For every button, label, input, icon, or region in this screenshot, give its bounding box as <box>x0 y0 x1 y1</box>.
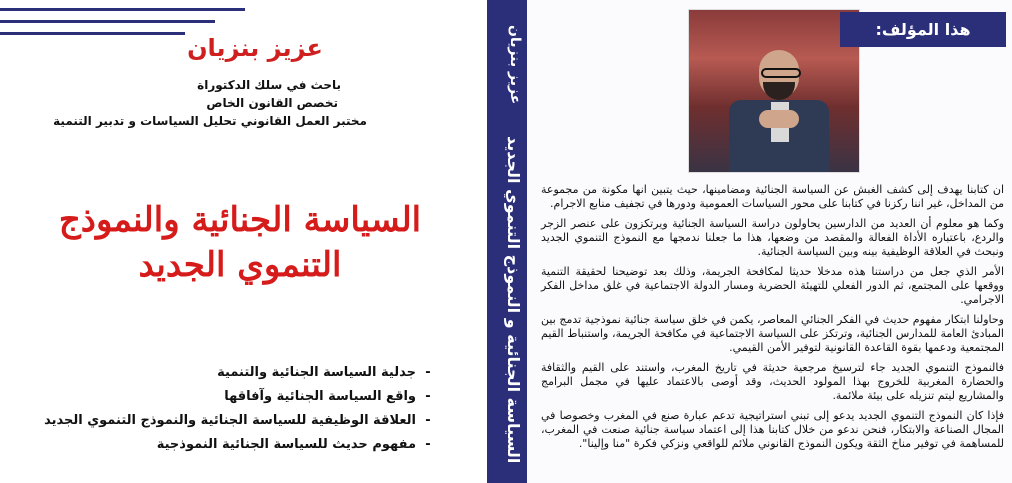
toc-item <box>40 432 440 456</box>
book-title-line2: التنموي الجديد <box>138 245 342 285</box>
photo-figure <box>689 10 859 172</box>
spine-author: عزيز بنزيان <box>507 25 523 105</box>
toc-text: مفهوم حديث للسياسة الجنائية النموذجية <box>156 436 416 452</box>
hands-shape <box>759 110 799 128</box>
spine-inner <box>487 0 527 483</box>
toc-dash: - <box>425 388 431 404</box>
credential-line: باحث في سلك الدكتوراة <box>197 78 341 92</box>
glasses-shape <box>761 68 801 78</box>
description-paragraph: وحاولنا ابتكار مفهوم حديث في الفكر الجنائي المعاصر، يكمن في خلق سياسة جنائية نموذجية تدمج بين المبادئ العامة للمدارس الجنائية، وترتكز على السياسة الاجتماعية في مكافحة الجريمة، واستنباط القيم المجتمعية ودعمها بقوة القاعدة القانونية لتوفير الأمن القيمي. <box>541 313 1004 354</box>
description-paragraph: الأمر الذي جعل من دراستنا هذه مدخلا حديثا لمكافحة الجريمة، وذلك بعد توضيحنا لحقيقة التنمية ووقعها على المجتمع، ثم الدور الفعلي للتهيئة الحضرية ومسار الدولة الاجتماعية في غلق مداخل الفكر الاجرامي. <box>541 265 1004 306</box>
credential-line: تخصص القانون الخاص <box>206 96 338 110</box>
toc-item <box>40 408 440 432</box>
toc-dash: - <box>425 436 431 452</box>
decorative-stripe <box>0 20 215 23</box>
description-paragraph: فالنموذج التنموي الجديد جاء لترسيخ مرجعية حديثة في تاريخ المغرب، واستند على القيم والثقافة والحضارة المغربية للخروج بهذا المولود الحديث، وقد أوصى بالاعتماد عليها في مجمل البرامج والمشاريع ليتم تنزيله على بيئة ملائمة. <box>541 361 1004 402</box>
description-paragraph: ان كتابنا يهدف إلى كشف الغبش عن السياسة الجنائية ومضامينها، حيث يتبين انها مكونة من مجموعة من المداخل، غير اننا ركزنا في كتابنا على محور السياسات العمومية ودورها في تجفيف منابع الاجرام. <box>541 183 1004 210</box>
spine-title: السياسة الجنائية و النموذج التنموي الجديد <box>504 136 523 464</box>
toc-item <box>40 360 440 384</box>
front-cover <box>0 0 487 483</box>
author-photo <box>688 9 860 173</box>
description-paragraph: فإذا كان النموذج التنموي الجديد يدعو إلى تبني استراتيجية تدعم عبارة صنع في المغرب وخصوصا في المجال الصناعة والابتكار، فنحن ندعو من خلال كتابنا هذا إلى اعتماد سياسة جنائية صنعت في المغرب، للمساهمة في توفير مناخ الثقة ويكون النموذج القانوني ملائم للواقعي ونزكي فكرة "منا وإلينا". <box>541 409 1004 450</box>
decorative-stripe <box>0 8 245 11</box>
toc-text: جدلية السياسة الجنائية والتنمية <box>217 364 416 380</box>
back-description <box>541 183 1004 457</box>
credential-line: مختبر العمل القانوني تحليل السياسات و تدبير التنمية <box>53 114 367 128</box>
book-spine <box>487 0 527 483</box>
toc-text: العلاقة الوظيفية للسياسة الجنائية والنموذج التنموي الجديد <box>44 412 416 428</box>
toc-dash: - <box>425 412 431 428</box>
author-name: عزيز بنزيان <box>187 34 323 62</box>
book-title-line1: السياسة الجنائية والنموذج <box>58 200 422 240</box>
toc-item <box>40 384 440 408</box>
description-paragraph: وكما هو معلوم أن العديد من الدارسين يحاولون دراسة السياسة الجنائية ويرتكزون على عنصر الزجر والردع، باعتباره الأداة الفعالة والمقصد من وضعها، هذا ما جعلنا ندمجها مع النموذج التنموي الجديد ونبحث في العلاقة الوظيفية بينه وبين السياسة الجنائية. <box>541 217 1004 258</box>
table-of-contents <box>40 360 440 456</box>
toc-dash: - <box>425 364 431 380</box>
toc-text: واقع السياسة الجنائية وآفاقها <box>224 388 416 404</box>
about-book-badge: هذا المؤلف: <box>840 12 1006 47</box>
beard-shape <box>763 82 795 100</box>
